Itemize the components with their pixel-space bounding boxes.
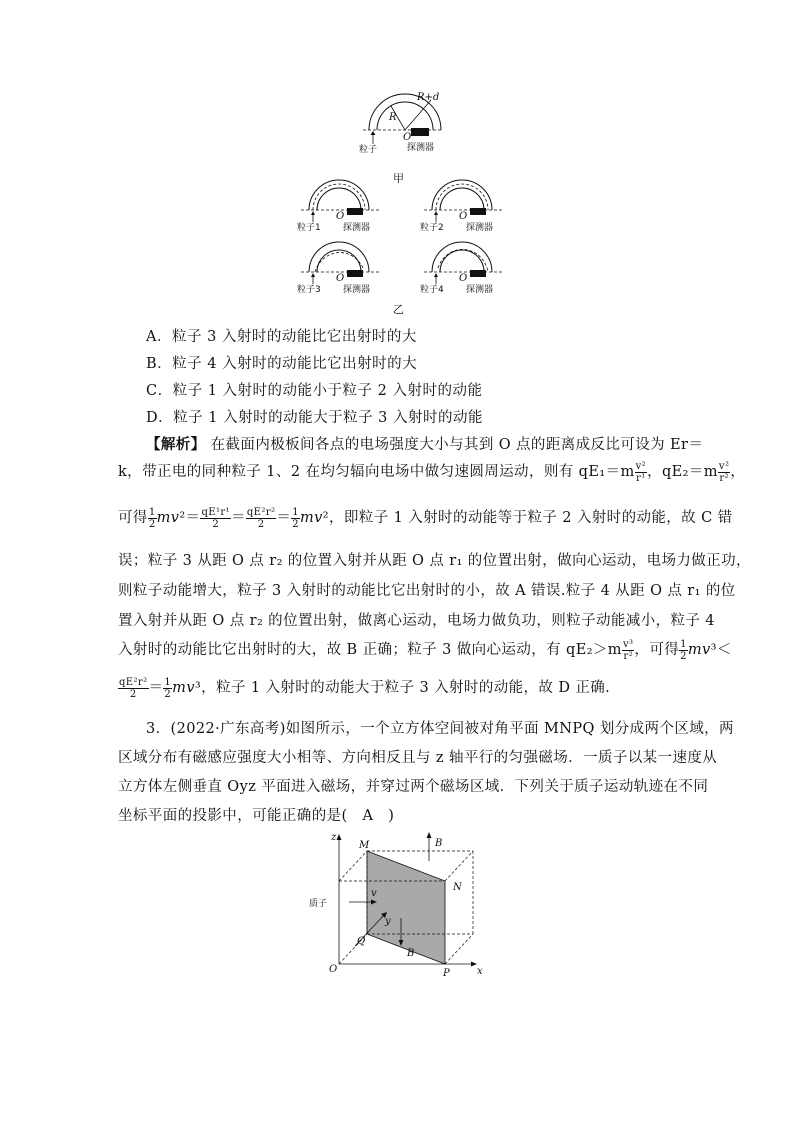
figure-yi-1 — [295, 176, 385, 234]
analysis-line-2: k，带正电的同种粒子 1、2 在均匀辐向电场中做匀速圆周运动，则有 qE₁＝m $\frac{\text{v²}}{\text{r¹}}$ ，qE₂＝m $\frac{\text{v²}}{\text{r²}}$ ， — [118, 460, 746, 484]
label-O-cube: O — [329, 964, 338, 975]
svg-text:O: O — [336, 273, 345, 284]
label-particle-2: 粒子2 — [420, 223, 444, 233]
svg-text:O: O — [459, 273, 468, 284]
figure-yi-3 — [295, 238, 385, 296]
label-P: P — [443, 968, 450, 979]
label-z: z — [331, 832, 337, 843]
label-particle-4: 粒子4 — [420, 285, 444, 295]
label-B-top: B — [435, 838, 443, 849]
svg-text:O: O — [336, 211, 345, 222]
label-N: N — [453, 882, 462, 893]
analysis-tag: 【解析】 — [146, 436, 206, 453]
label-x: x — [477, 966, 483, 977]
label-y: y — [385, 916, 391, 927]
figure-yi-2 — [418, 176, 508, 234]
svg-text:O: O — [459, 211, 468, 222]
label-O: O — [403, 132, 412, 143]
q3-line-2: 区域分布有磁感应强度大小相等、方向相反且与 z 轴平行的匀强磁场．一质子以某一速度从 — [118, 750, 718, 766]
option-a: A．粒子 3 入射时的动能比它出射时的大 — [146, 329, 417, 345]
svg-text:探测器: 探测器 — [343, 223, 371, 233]
analysis-text-1: 在截面内极板间各点的电场强度大小与其到 O 点的距离成反比可设为 Er＝ — [210, 437, 704, 453]
label-Q: Q — [357, 936, 366, 947]
figure-yi-4 — [418, 238, 508, 296]
figure-cube — [305, 826, 495, 982]
analysis-line-6: 置入射并从距 O 点 r₂ 的位置出射，做离心运动，电场力做负功，则粒子动能减小，粒子 4 — [118, 613, 715, 629]
q3-line-3: 立方体左侧垂直 Oyz 平面进入磁场，并穿过两个磁场区域．下列关于质子运动轨迹在不同 — [118, 779, 709, 795]
caption-yi: 乙 — [393, 303, 404, 316]
label-Rd: R+d — [417, 92, 440, 103]
option-b: B．粒子 4 入射时的动能比它出射时的大 — [146, 356, 418, 372]
label-particle-3: 粒子3 — [297, 285, 321, 295]
option-d: D．粒子 1 入射时的动能大于粒子 3 入射时的动能 — [146, 410, 484, 426]
analysis-line-1 — [146, 433, 703, 454]
analysis-line-8: $\frac{\text{qE²r²}}{2}$ ＝ $\frac{1}{2}$ mv³，粒子 1 入射时的动能大于粒子 3 入射时的动能，故 D 正确. — [119, 676, 611, 700]
plane-mnpq — [367, 851, 445, 964]
analysis-line-3: 可得 $\frac{1}{2}$ mv²＝ $\frac{\text{qE¹r¹}}{2}$ ＝ $\frac{\text{qE²r²}}{2}$ ＝ $\frac{1}{2}$ mv²，即粒子 1 入射时的动能等于粒子 2 入射时的动能，故 C 错 — [118, 506, 733, 530]
q3-line-4: 坐标平面的投影中，可能正确的是( A ) — [118, 808, 395, 824]
label-M: M — [359, 840, 370, 851]
svg-text:探测器: 探测器 — [343, 285, 371, 295]
analysis-line-4: 误；粒子 3 从距 O 点 r₂ 的位置入射并从距 O 点 r₁ 的位置出射，做向心运动，电场力做正功， — [118, 553, 751, 569]
option-c: C．粒子 1 入射时的动能小于粒子 2 入射时的动能 — [146, 383, 483, 399]
analysis-line-5: 则粒子动能增大，粒子 3 入射时的动能比它出射时的小，故 A 错误.粒子 4 从距 O 点 r₁ 的位 — [118, 583, 736, 599]
label-proton: 质子 — [309, 899, 328, 909]
q3-line-1: 3．(2022·广东高考)如图所示，一个立方体空间被对角平面 MNPQ 划分成两个区域，两 — [146, 721, 734, 737]
svg-text:探测器: 探测器 — [466, 285, 494, 295]
label-R: R — [389, 112, 397, 123]
label-particle-1: 粒子1 — [297, 223, 321, 233]
label-B-bottom: B — [407, 948, 415, 959]
label-v: v — [371, 888, 377, 899]
svg-text:探测器: 探测器 — [466, 223, 494, 233]
label-particle: 粒子 — [359, 145, 378, 155]
figure-jia — [355, 88, 445, 170]
label-detector: 探测器 — [407, 143, 435, 153]
analysis-line-7: 入射时的动能比它出射时的大，故 B 正确；粒子 3 做向心运动，有 qE₂＞m $\frac{\text{v³}}{\text{r²}}$ ，可得 $\frac{1}{2}$ mv³＜ — [118, 638, 732, 662]
caption-jia: 甲 — [393, 172, 404, 185]
